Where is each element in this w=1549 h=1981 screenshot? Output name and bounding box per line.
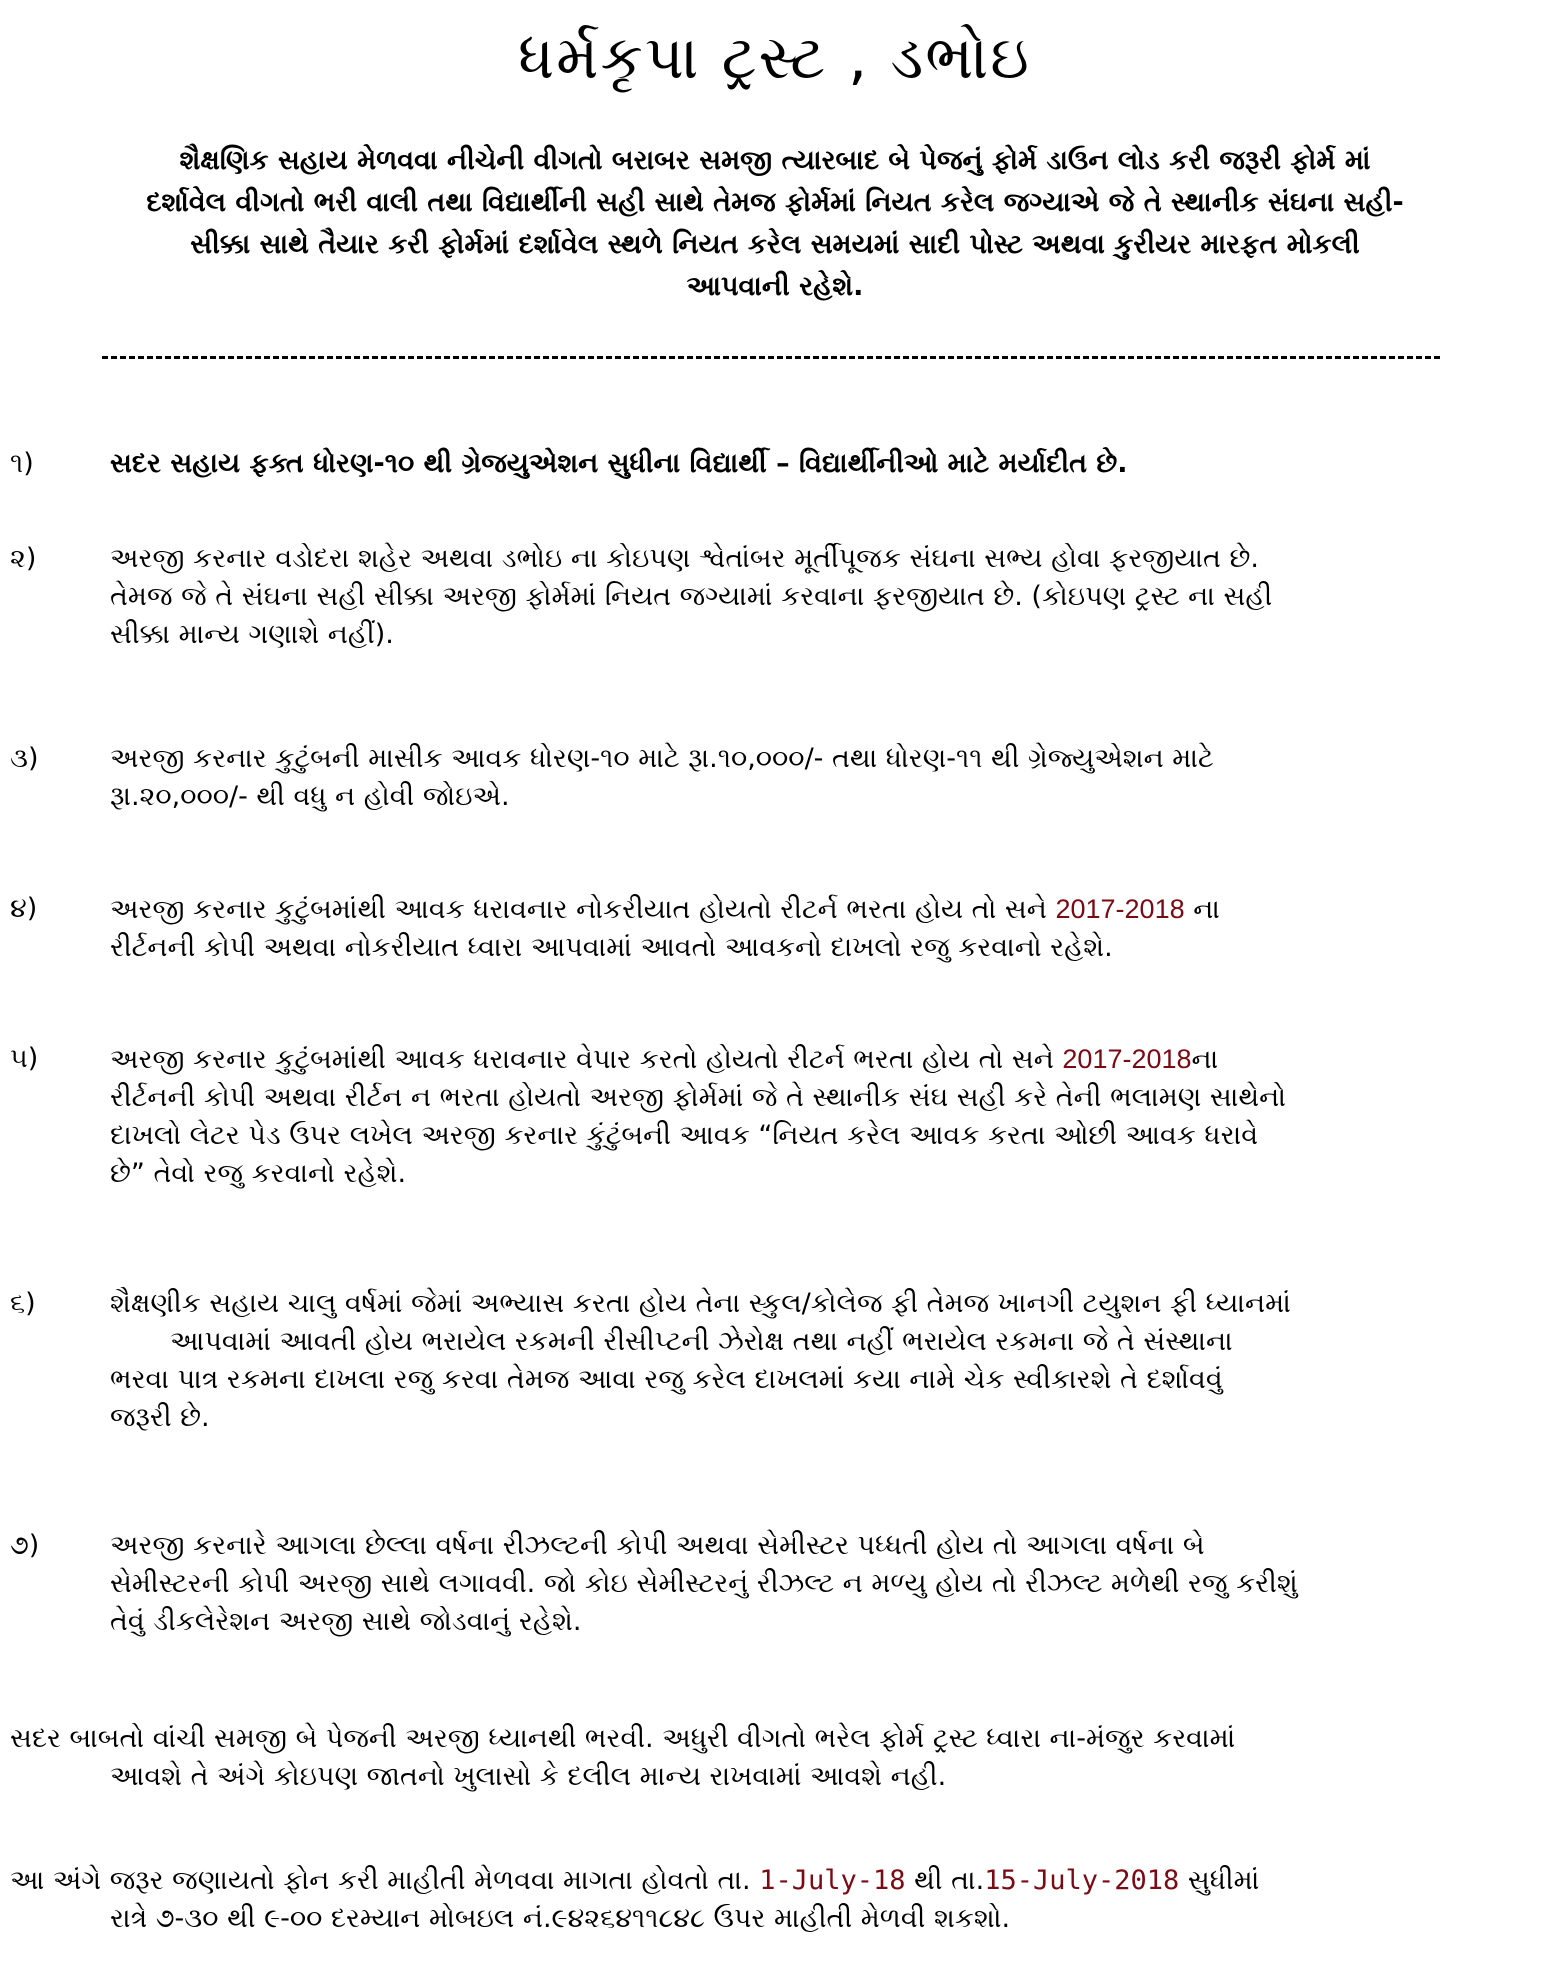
item-text: ભરવા પાત્ર રકમના દાખલા રજુ કરવા તેમજ આવા રજુ કરેલ દાખલમાં કયા નામે ચેક સ્વીકારશે તે દર્શાવવું (110, 1364, 1223, 1395)
item-text-part: ના (1184, 894, 1220, 925)
contact-text (10, 1862, 1540, 1900)
intro-line: આપવાની રહેશે. (686, 271, 864, 302)
item-number: ૬) (10, 1288, 36, 1319)
item-text: રૂા.૨૦,૦૦૦/- થી વધુ ન હોવી જોઇએ. (110, 781, 510, 812)
item-number: ૧) (10, 448, 34, 479)
highlight-year: 2017-2018 (1062, 1044, 1192, 1074)
item-text: આપવામાં આવતી હોય ભરાયેલ રકમની રીસીપ્ટની ઝેરોક્ષ તથા નહીં ભરાયેલ રકમના જે તે સંસ્થાના (170, 1326, 1233, 1357)
intro-line: શૈક્ષણિક સહાય મેળવવા નીચેની વીગતો બરાબર સમજી ત્યારબાદ બે પેજનું ફોર્મ ડાઉન લોડ કરી જરૂરી ફોર્મ માં (179, 145, 1371, 176)
item-text: સેમીસ્ટરની કોપી અરજી સાથે લગાવવી. જો કોઇ સેમીસ્ટરનું રીઝલ્ટ ન મળ્યુ હોય તો રીઝલ્ટ મળેથી રજુ કરીશું (110, 1568, 1298, 1599)
intro-line: સીક્કા સાથે તૈયાર કરી ફોર્મમાં દર્શાવેલ સ્થળે નિયત કરેલ સમયમાં સાદી પોસ્ટ અથવા કુરીયર મારફત મોકલી (190, 229, 1360, 260)
contact-phone-line: રાત્રે ૭-૩૦ થી ૯-૦૦ દરમ્યાન મોબઇલ નં.૯૪૨૬૪૧૧૮૪૮ ઉપર માહીતી મેળવી શકશો. (110, 1903, 1011, 1934)
closing-note (10, 1720, 1540, 1796)
page-title: ધર્મકૃપા ટ્રસ્ટ , ડભોઇ (518, 23, 1031, 93)
item-number: ૫) (10, 1043, 39, 1074)
item-text: સદર સહાય ફક્ત ધોરણ-૧૦ થી ગ્રેજયુએશન સુધીના વિદ્યાર્થી – વિદ્યાર્થીનીઓ માટે મર્યાદીત છે. (110, 448, 1128, 479)
contact-info (10, 1862, 1540, 1938)
item-text-part: ના (1191, 1044, 1219, 1075)
item-text: રીર્ટનની કોપી અથવા રીર્ટન ન ભરતા હોયતો અરજી ફોર્મમાં જે તે સ્થાનીક સંઘ સહી કરે તેની ભલામણ સાથેનો (110, 1082, 1286, 1113)
intro-paragraph (60, 140, 1490, 308)
highlight-year: 2017-2018 (1055, 894, 1185, 924)
item-text: છે” તેવો રજુ કરવાનો રહેશે. (110, 1158, 407, 1189)
item-text-part: અરજી કરનાર કુટુંબમાંથી આવક ધરાવનાર નોકરીયાત હોયતો રીટર્ન ભરતા હોય તો સને (110, 894, 1056, 925)
item-text: અરજી કરનાર કુટુંબની માસીક આવક ધોરણ-૧૦ માટે રૂા.૧૦,૦૦૦/- તથા ધોરણ-૧૧ થી ગ્રેજ્યુએશન માટે (110, 743, 1214, 774)
item-text: તેમજ જે તે સંઘના સહી સીક્કા અરજી ફોર્મમાં નિયત જગ્યામાં કરવાના ફરજીયાત છે. (કોઇપણ ટ્રસ્ટ ના સહી (110, 581, 1273, 612)
contact-text-part: થી તા. (905, 1865, 985, 1896)
note-text: સદર બાબતો વાંચી સમજી બે પેજની અરજી ધ્યાનથી ભરવી. અધુરી વીગતો ભરેલ ફોર્મ ટ્રસ્ટ ધ્વારા ના-મંજુર કરવામાં (10, 1723, 1236, 1754)
item-text: સીક્કા માન્ય ગણાશે નહીં). (110, 619, 394, 650)
date-to: 15-July-2018 (984, 1865, 1180, 1896)
contact-text-part: આ અંગે જરૂર જણાયતો ફોન કરી માહીતી મેળવવા માગતા હોવતો તા. (10, 1865, 760, 1896)
item-number: ૨) (10, 543, 37, 574)
intro-line: દર્શાવેલ વીગતો ભરી વાલી તથા વિદ્યાર્થીની સહી સાથે તેમજ ફોર્મમાં નિયત કરેલ જગ્યાએ જે તે સ્થાનીક સંઘના સહી- (146, 187, 1404, 218)
item-text (110, 1040, 1530, 1079)
item-text: અરજી કરનાર વડોદરા શહેર અથવા ડભોઇ ના કોઇપણ શ્વેતાંબર મૂર્તીપૂજક સંઘના સભ્ય હોવા ફરજીયાત છે. (110, 543, 1259, 574)
item-text: રીર્ટનની કોપી અથવા નોકરીયાત ધ્વારા આપવામાં આવતો આવકનો દાખલો રજુ કરવાનો રહેશે. (110, 932, 1113, 963)
contact-text-part: સુધીમાં (1179, 1865, 1260, 1896)
item-text: દાખલો લેટર પેડ ઉપર લખેલ અરજી કરનાર કુંટુંબની આવક “નિયત કરેલ આવક કરતા ઓછી આવક ધરાવે (110, 1120, 1259, 1151)
note-text: આવશે તે અંગે કોઇપણ જાતનો ખુલાસો કે દલીલ માન્ય રાખવામાં આવશે નહી. (110, 1761, 947, 1792)
item-number: ૭) (10, 1530, 40, 1561)
item-number: ૪) (10, 893, 38, 924)
item-text: તેવું ડીકલેરેશન અરજી સાથે જોડવાનું રહેશે. (110, 1606, 582, 1637)
item-number: ૩) (10, 743, 39, 774)
date-from: 1-July-18 (759, 1865, 906, 1896)
item-text (110, 890, 1530, 929)
item-text: અરજી કરનારે આગલા છેલ્લા વર્ષના રીઝલ્ટની કોપી અથવા સેમીસ્ટર પધ્ધતી હોય તો આગલા વર્ષના બે (110, 1530, 1205, 1561)
item-text: જરૂરી છે. (110, 1402, 210, 1433)
dashed-divider (102, 356, 1440, 359)
item-text-part: અરજી કરનાર કુટુંબમાંથી આવક ધરાવનાર વેપાર કરતો હોયતો રીટર્ન ભરતા હોય તો સને (110, 1044, 1063, 1075)
item-text: શૈક્ષણીક સહાય ચાલુ વર્ષમાં જેમાં અભ્યાસ કરતા હોય તેના સ્કુલ/કોલેજ ફી તેમજ ખાનગી ટયુશન ફી ધ્યાનમાં (110, 1288, 1291, 1319)
